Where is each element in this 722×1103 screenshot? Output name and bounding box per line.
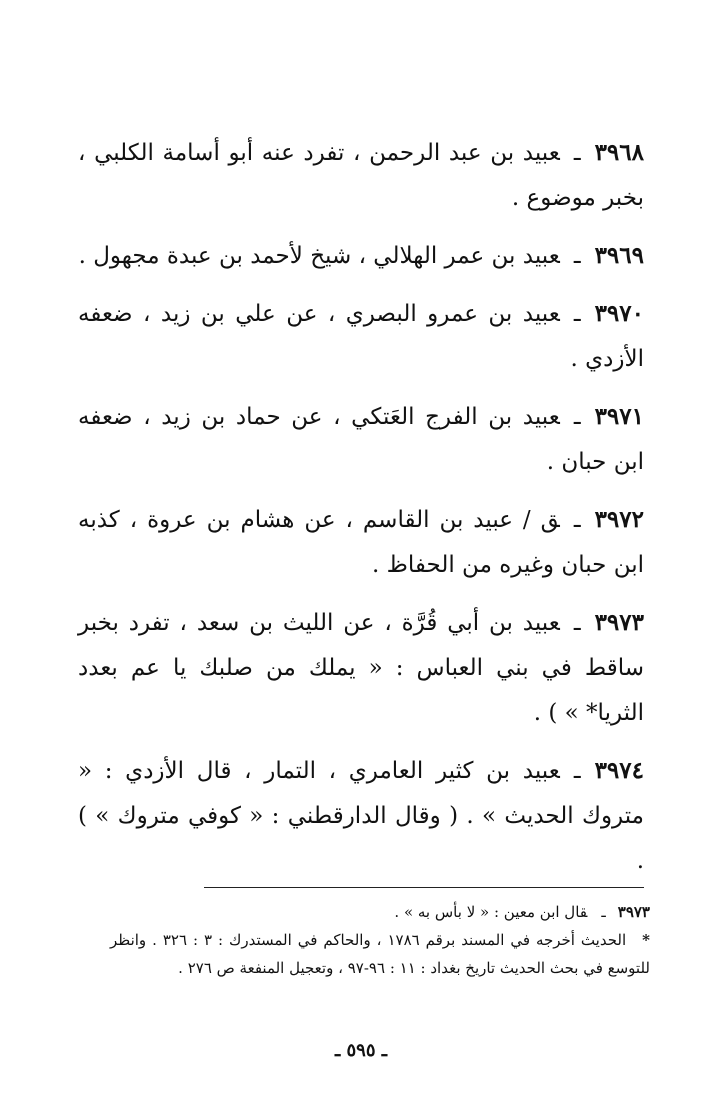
entry-text: عبيد بن عبد الرحمن ، تفرد عنه أبو أسامة الكلبي ، بخبر موضوع . <box>78 140 644 211</box>
entry-3974 <box>78 748 644 884</box>
entry-dash: ـ <box>573 243 581 269</box>
entry-3971 <box>78 394 644 485</box>
entry-dash: ـ <box>573 301 581 327</box>
entry-number: ٣٩٦٨ <box>594 139 644 166</box>
entry-text: عبيد بن عمر الهلالي ، شيخ لأحمد بن عبدة مجهول . <box>78 243 560 269</box>
entry-number: ٣٩٧٢ <box>594 506 644 533</box>
footnotes <box>110 898 650 982</box>
entry-dash: ـ <box>573 404 581 430</box>
footnote-text: الحديث أخرجه في المسند برقم ١٧٨٦ ، والحاكم في المستدرك : ٣ : ٣٢٦ . وانظر للتوسع في بحث الحديث تاريخ بغداد : ١١ : ٩٦-٩٧ ، وتعجيل المنفعة ص ٢٧٦ . <box>110 931 650 977</box>
entry-number: ٣٩٧٠ <box>594 300 644 327</box>
footnote-3973 <box>110 898 650 926</box>
page-number: ـ ٥٩٥ ـ <box>334 1040 388 1061</box>
entry-3968 <box>78 130 644 221</box>
entry-text: عبيد بن الفرج العَتكي ، عن حماد بن زيد ، ضعفه ابن حبان . <box>78 404 644 475</box>
footnote-divider <box>204 887 644 888</box>
footnote-star <box>110 926 650 982</box>
footnote-number: ٣٩٧٣ <box>617 903 650 921</box>
entry-text: عبيد بن أبي قُرَّة ، عن الليث بن سعد ، تفرد بخبر ساقط في بني العباس : « يملك من صلبك يا عم بعدد الثريا* » ) . <box>78 610 644 726</box>
entry-3973 <box>78 600 644 736</box>
entry-number: ٣٩٧١ <box>594 403 644 430</box>
entry-text: ق / عبيد بن القاسم ، عن هشام بن عروة ، كذبه ابن حبان وغيره من الحفاظ . <box>78 507 644 578</box>
footnote-text: قال ابن معين : « لا بأس به » . <box>394 903 588 921</box>
entry-dash: ـ <box>573 610 581 636</box>
footnote-star-mark: * <box>642 931 650 949</box>
entries-list <box>78 130 644 896</box>
entry-3970 <box>78 291 644 382</box>
entry-number: ٣٩٧٣ <box>594 609 644 636</box>
entry-text: عبيد بن كثير العامري ، التمار ، قال الأزدي : « متروك الحديث » . ( وقال الدارقطني : « كوفي متروك » ) . <box>78 758 644 874</box>
entry-3972 <box>78 497 644 588</box>
footnote-dash: ـ <box>601 903 606 921</box>
entry-number: ٣٩٧٤ <box>594 757 644 784</box>
entry-text: عبيد بن عمرو البصري ، عن علي بن زيد ، ضعفه الأزدي . <box>78 301 644 372</box>
entry-dash: ـ <box>573 140 581 166</box>
entry-dash: ـ <box>573 507 581 533</box>
entry-dash: ـ <box>573 758 581 784</box>
entry-number: ٣٩٦٩ <box>594 242 644 269</box>
entry-3969 <box>78 233 644 279</box>
